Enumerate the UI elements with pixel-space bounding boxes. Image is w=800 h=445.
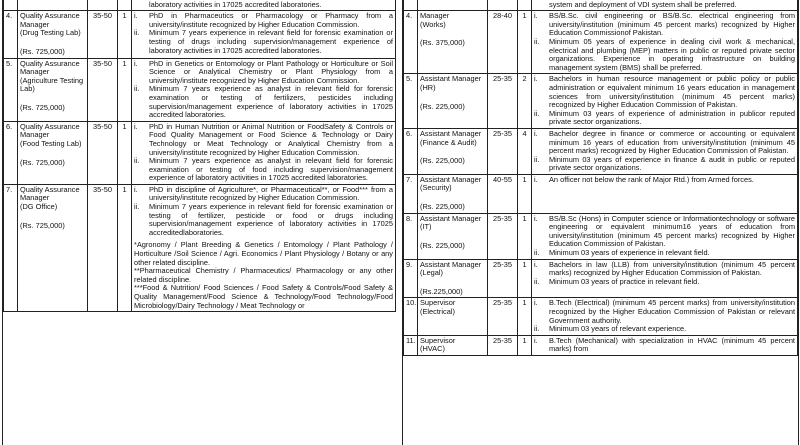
roman-numeral: ii. [134,202,140,212]
position-title-line: (Drug Testing Lab) [20,28,81,38]
qualification-item [134,0,393,9]
roman-numeral: ii. [534,276,540,286]
qualification-text: Minimum 03 years of experience of administration in publicor reputed private sector organizations. [549,108,795,127]
qualification-item [534,249,795,258]
position-title-cell [418,0,488,11]
position-row [4,121,396,184]
qualification-text: Minimum 7 years experience as analyst in relevant field for forensic examination or testing of food including supervision/management experience of laboratory activities in 17025 accredited laboratories. [149,156,393,183]
qualification-text: Minimum 7 years experience in relevant field for forensic examination or testing of drugs including supervision/management experience of laboratory activities in 17025 accredited laboratories. [149,28,393,55]
qualification-text: system and deployment of VDI system shall be preferred. [549,0,737,9]
position-row [4,0,396,11]
serial-number: 6. [4,121,18,184]
position-title-line: (HR) [420,82,436,92]
qualification-item [134,186,393,203]
qualification-text: Bachelors in law (LLB) from university/institution (minimum 45 percent marks) recognized by Higher Education Commission of Pakistan. [549,259,795,278]
age-limit [88,0,118,11]
qualification-cell [132,121,396,184]
roman-numeral: ii. [534,248,540,258]
position-title-line: Supervisor [420,335,456,345]
position-row [404,174,798,213]
discipline-note: ***Food & Nutrition/ Food Sciences / Food Safety & Controls/Food Safety & Quality Management/Food Science & Technology/Food Technology/Food Microbiology/Dairy Technology / Meat Technology or [134,283,393,310]
age-limit: 25-35 [488,335,518,355]
position-title-line: (Food Testing Lab) [20,138,82,148]
roman-numeral: ii. [134,84,140,94]
qualification-item [534,299,795,325]
qualification-cell [532,259,798,298]
roman-numeral: i. [134,121,138,131]
position-title-line: Assistant Manager [420,174,482,184]
qualification-item [134,29,393,55]
seat-count [118,0,132,11]
age-limit: 25-35 [488,298,518,335]
qualification-item [534,0,795,9]
roman-numeral: ii. [534,108,540,118]
position-title-cell [418,174,488,213]
qualification-cell [532,298,798,335]
qualification-item [534,215,795,249]
seat-count: 2 [518,74,532,129]
position-title-line: Quality Assurance Manager [20,58,80,77]
position-title-cell [418,213,488,259]
qualification-item [534,75,795,109]
roman-numeral: i. [134,184,138,194]
column-gap [396,0,401,445]
age-limit: 35-50 [88,11,118,58]
position-title-line: Manager [420,11,450,21]
serial-number: 6. [404,128,418,174]
seat-count: 1 [518,11,532,74]
serial-number: 8. [404,213,418,259]
roman-numeral: i. [534,213,538,223]
salary-text: (Rs. 225,000) [420,240,465,250]
age-limit: 25-35 [488,213,518,259]
qualification-item [534,12,795,38]
roman-numeral: i. [534,298,538,308]
salary-text: (Rs. 225,000) [420,101,465,111]
qualification-item [534,38,795,72]
roman-numeral: ii. [134,156,140,166]
qualification-text: B.Tech (Electrical) (minimum 45 percent marks) from university/institution recognized by the Higher Education Commission of Pakistan or relevant Government authority. [549,298,795,325]
serial-number: 11. [404,335,418,355]
qualification-text: Minimum 7 years experience as analyst in relevant field for forensic examination or testing of fertilizers, pesticides including supervision/management experience of laboratory activities in 17025 accredited laboratories. [149,84,393,120]
qualification-text: Minimum 05 years of experience in dealing civil work & mechanical, electrical and plumbing (MEP) matters in public or reputed private sector organizations. Experience in operating infrastructure on building management system (BMS) shall be preferred. [549,36,795,72]
roman-numeral: i. [534,174,538,184]
age-limit: 25-35 [488,128,518,174]
position-title-line: (HVAC) [420,344,445,354]
salary-text: (Rs. 725,000) [20,46,65,56]
qualification-item [534,156,795,173]
position-row [404,128,798,174]
qualification-item [534,110,795,127]
right-column-table [402,0,799,445]
position-title-line: (Electrical) [420,307,455,316]
qualification-text: An officer not below the rank of Major Rtd.) from Armed forces. [549,174,754,184]
qualification-item [134,123,393,157]
roman-numeral: ii. [534,154,540,164]
roman-numeral: i. [134,11,138,21]
qualification-item [534,176,795,185]
position-title-line: Quality Assurance Manager [20,184,80,203]
qualification-cell [532,74,798,129]
seat-count: 1 [518,174,532,213]
age-limit: 40-55 [488,174,518,213]
seat-count: 1 [518,213,532,259]
roman-numeral: i. [534,335,538,345]
position-row [4,11,396,58]
salary-text: (Rs. 375,000) [420,38,465,48]
age-limit: 25-35 [488,74,518,129]
qualification-text: Bachelors in human resource management or public policy or public administration or equivalent minimum 16 years education in management sciences from university/institution (minimum 45 percent marks) recognized by Higher Education Commission of Pakistan. [549,74,795,110]
serial-number: 5. [404,74,418,129]
position-title-cell [18,58,88,121]
position-title-cell [418,128,488,174]
position-title-line: Assistant Manager [420,259,482,269]
roman-numeral: i. [534,128,538,138]
qualification-item [134,157,393,183]
qualification-cell [532,128,798,174]
qualification-cell [532,174,798,213]
salary-text: (Rs. 725,000) [20,102,65,112]
position-title-line: (Works) [420,19,446,29]
qualification-text: B.Tech (Mechanical) with specialization in HVAC (minimum 45 percent marks) from [549,335,795,354]
position-row [4,58,396,121]
seat-count: 1 [118,121,132,184]
qualification-item [534,325,795,334]
position-title-line: (Security) [420,183,452,193]
age-limit: 25-35 [488,259,518,298]
position-title-cell [18,184,88,311]
roman-numeral: i. [534,259,538,269]
serial-number: 7. [404,174,418,213]
serial-number: 9. [404,259,418,298]
discipline-note: *Agronomy / Plant Breeding & Genetics / Entomology / Plant Pathology / Horticulture /Soil Science / Agri. Economics / Plant Physiology / Botany or any other related discipline. [134,240,393,267]
position-title-line: Quality Assurance Manager [20,11,80,29]
qualification-text: PhD in Genetics or Entomology or Plant Pathology or Horticulture or Soil Science or Analytical Chemistry or Plant Physiology from a university/institute recognized by Higher Education Commission. [149,58,393,85]
positions-table-right [403,0,798,356]
seat-count [518,0,532,11]
qualification-text: BS/B.Sc. civil engineering or BS/B.Sc. electrical engineering from university/institution (minimum 45 percent marks) recognized by Higher Education Commissionof Pakistan. [549,11,795,38]
qualification-text: Minimum 03 years of practice in relevant field. [549,276,700,286]
seat-count: 1 [518,335,532,355]
seat-count: 1 [518,259,532,298]
serial-number [404,0,418,11]
age-limit [488,0,518,11]
qualification-cell [532,11,798,74]
position-row [404,298,798,335]
position-title-line: (Legal) [420,268,444,278]
qualification-item [534,337,795,354]
position-title-cell [418,298,488,335]
roman-numeral: ii. [534,36,540,46]
qualification-text: PhD in Pharmaceutics or Pharmacology or Pharmacy from a university/institute recognized by Higher Education Commission. [149,11,393,29]
position-title-cell [18,0,88,11]
qualification-text: PhD in discipline of Agriculture*, or Pharmaceutical**, or Food*** from a university/institute recognized by Higher Education Commission. [149,184,393,203]
seat-count: 1 [118,184,132,311]
discipline-notes [134,241,393,310]
roman-numeral: ii. [134,28,140,38]
discipline-note: **Pharmaceutical Chemistry / Pharmaceutics/ Pharmacology or any other related discipline. [134,266,393,284]
position-title-line: Assistant Manager [420,74,482,84]
qualification-item [134,60,393,86]
position-title-cell [418,11,488,74]
qualification-text: BS/B.Sc (Hons) in Computer science or Informationtechnology or software engineering or equivalent minimum16 years of education from university/institution (minimum 45 percent marks) recognized by Higher Education Commission of Pakistan. [549,213,795,249]
qualification-text: Minimum 03 years of relevant experience. [549,324,687,334]
position-title-cell [418,259,488,298]
roman-numeral: i. [534,74,538,84]
qualification-cell [532,335,798,355]
qualification-cell [132,11,396,58]
position-title-cell [418,335,488,355]
position-title-line: Supervisor [420,298,456,308]
serial-number [4,0,18,11]
serial-number: 5. [4,58,18,121]
position-row [4,184,396,311]
qualification-cell [132,184,396,311]
qualification-cell [532,0,798,11]
qualification-item [534,278,795,287]
positions-table-left [3,0,396,312]
qualification-text: Minimum 03 years of experience in finance & audit in public or reputed private sector organizations. [549,154,795,173]
salary-text: (Rs. 725,000) [20,157,65,167]
qualification-item [534,130,795,156]
age-limit: 28-40 [488,11,518,74]
qualification-item [534,261,795,278]
seat-count: 1 [118,58,132,121]
qualification-text: Minimum 03 years of experience in relevant field. [549,248,710,258]
position-row [404,259,798,298]
seat-count: 4 [518,128,532,174]
qualification-cell [132,58,396,121]
position-row [404,11,798,74]
salary-text: (Rs.225,000) [420,286,463,296]
position-row [404,0,798,11]
serial-number: 7. [4,184,18,311]
age-limit: 35-50 [88,58,118,121]
qualification-text: Minimum 7 years experience in relevant field for forensic examination or testing of fertilizer, pesticide or food or drugs including supervision/management experience of laboratory activities in 17025 accreditedlaboratories. [149,202,393,237]
qualification-item [134,85,393,119]
position-title-line: (Finance & Audit) [420,137,477,147]
serial-number: 4. [4,11,18,58]
position-title-line: Assistant Manager [420,128,482,138]
qualification-text: laboratory activities in 17025 accredited laboratories. [149,0,322,9]
serial-number: 10. [404,298,418,335]
position-row [404,213,798,259]
position-title-cell [18,121,88,184]
position-title-line: (Agriculture Testing Lab) [20,75,84,94]
age-limit: 35-50 [88,121,118,184]
roman-numeral: i. [134,58,138,68]
position-title-cell [18,11,88,58]
qualification-text: Bachelor degree in finance or commerce or accounting or equivalent minimum 16 years of education from university/institution (minimum 45 percent marks) recognized by Higher Education Commission of Pakistan. [549,128,795,156]
position-title-cell [418,74,488,129]
serial-number: 4. [404,11,418,74]
qualification-cell [532,213,798,259]
salary-text: (Rs. 225,000) [420,156,465,166]
age-limit: 35-50 [88,184,118,311]
seat-count: 1 [518,298,532,335]
left-column-table [2,0,397,445]
roman-numeral: ii. [534,324,540,334]
position-row [404,74,798,129]
roman-numeral: i. [534,11,538,21]
seat-count: 1 [118,11,132,58]
qualification-text: PhD in Human Nutrition or Animal Nutrition or FoodSafety & Controls or Food Quality Management or Food Science & Technology or Dairy Technology or Meat Technology or Analytical Chemistry from a university/institute recognized by Higher Education Commission. [149,121,393,157]
qualification-item [134,12,393,29]
salary-text: (Rs. 225,000) [420,202,465,212]
qualification-cell [132,0,396,11]
position-row [404,335,798,355]
qualification-item [134,203,393,237]
position-title-line: Quality Assurance Manager [20,121,80,140]
salary-text: (Rs. 725,000) [20,220,65,230]
position-title-line: (DG Office) [20,202,58,212]
position-title-line: Assistant Manager (IT) [420,213,482,232]
